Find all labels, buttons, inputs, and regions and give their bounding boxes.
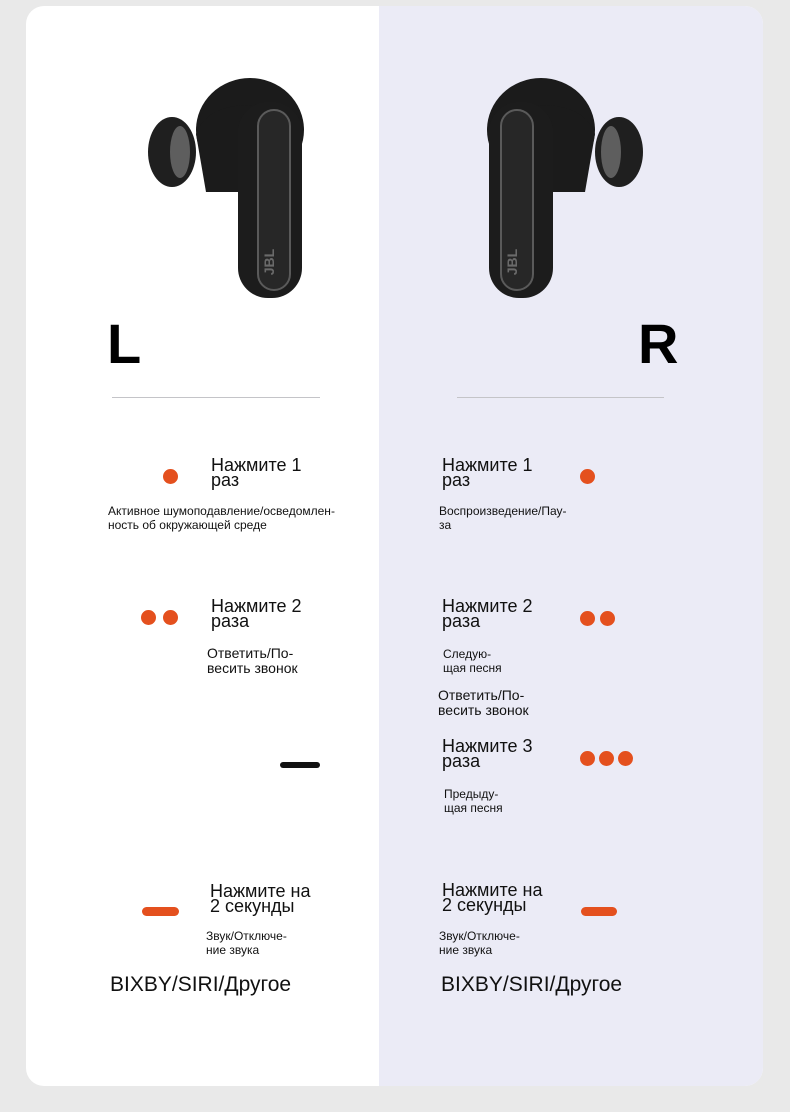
not-available-dash-icon [280, 762, 320, 768]
double-tap-dot-icon [163, 610, 178, 625]
right-press2-desc-call: Ответить/По- весить звонок [438, 687, 529, 718]
left-side-label: L [107, 312, 142, 375]
double-tap-dot-icon [600, 611, 615, 626]
left-hold-assistant: BIXBY/SIRI/Другое [110, 973, 292, 996]
single-tap-dot-icon [580, 469, 595, 484]
right-hold-assistant: BIXBY/SIRI/Другое [441, 973, 623, 996]
left-press2-title: Нажмите 2 раза [211, 596, 302, 631]
triple-tap-dot-icon [618, 751, 633, 766]
hold-bar-icon [581, 907, 617, 916]
right-hold-desc: Звук/Отключе- ние звука [439, 929, 520, 957]
right-divider [457, 397, 664, 398]
left-divider [112, 397, 320, 398]
left-press2-desc: Ответить/По- весить звонок [207, 645, 298, 676]
right-earbud-image [485, 74, 645, 300]
right-press1-desc: Воспроизведение/Пау- за [439, 504, 567, 532]
svg-text:JBL: JBL [261, 248, 277, 276]
left-earbud-image [146, 74, 306, 300]
right-press3-title: Нажмите 3 раза [442, 736, 533, 771]
right-press2-desc-next: Следую- щая песня [443, 647, 502, 675]
single-tap-dot-icon [163, 469, 178, 484]
double-tap-dot-icon [141, 610, 156, 625]
right-press1-title: Нажмите 1 раз [442, 455, 533, 490]
right-press2-title: Нажмите 2 раза [442, 596, 533, 631]
instruction-card [26, 6, 763, 1086]
left-press1-title: Нажмите 1 раз [211, 455, 302, 490]
double-tap-dot-icon [580, 611, 595, 626]
right-press3-desc: Предыду- щая песня [444, 787, 503, 815]
triple-tap-dot-icon [580, 751, 595, 766]
left-press1-desc: Активное шумоподавление/осведомлен- ность об окружающей среде [108, 504, 335, 532]
svg-text:JBL: JBL [504, 248, 520, 276]
left-hold-title: Нажмите на 2 секунды [210, 881, 311, 916]
right-hold-title: Нажмите на 2 секунды [442, 880, 543, 915]
right-side-label: R [638, 312, 679, 375]
left-hold-desc: Звук/Отключе- ние звука [206, 929, 287, 957]
triple-tap-dot-icon [599, 751, 614, 766]
hold-bar-icon [142, 907, 179, 916]
